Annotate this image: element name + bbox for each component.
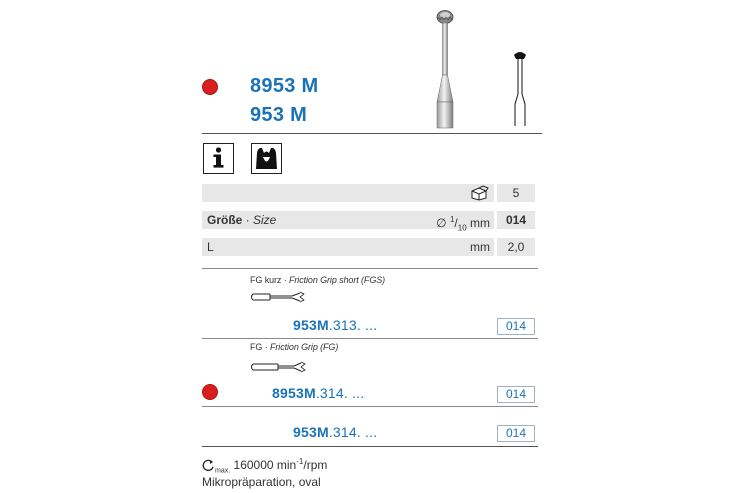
order-code[interactable] xyxy=(293,317,377,333)
size-unit-numerator: 1 xyxy=(449,215,455,224)
order-code-model: 953M xyxy=(293,317,329,333)
shank-type-separator: · xyxy=(281,275,290,285)
order-size-box: 014 xyxy=(497,318,535,335)
pack-row-background xyxy=(202,184,494,202)
order-size-box: 014 xyxy=(497,425,535,442)
max-speed-subscript: max. xyxy=(215,467,231,475)
size-unit-mm: mm xyxy=(466,216,490,230)
shank-fg-drawing xyxy=(250,360,310,374)
size-label-en: Size xyxy=(253,213,277,227)
order-size-box: 014 xyxy=(497,386,535,403)
pack-quantity: 5 xyxy=(497,184,535,202)
max-speed-exponent: -1 xyxy=(296,457,304,466)
diameter-symbol: ∅ xyxy=(436,216,450,230)
cavity-preparation-icon xyxy=(251,143,282,174)
footer-divider xyxy=(202,446,538,447)
variant-divider xyxy=(202,268,538,269)
shank-type-en: Friction Grip short (FGS) xyxy=(289,275,386,285)
order-code-suffix: .314. ... xyxy=(315,385,365,401)
shank-type-en: Friction Grip (FG) xyxy=(270,342,339,352)
order-code-suffix: .314. ... xyxy=(328,424,378,440)
red-color-marker xyxy=(202,79,218,95)
shank-type-de: FG kurz xyxy=(250,275,282,285)
size-value: 014 xyxy=(497,211,535,229)
package-icon xyxy=(469,185,489,201)
shank-fgs-drawing xyxy=(250,290,310,304)
bur-illustration xyxy=(425,4,465,129)
order-code-suffix: .313. ... xyxy=(328,317,378,333)
length-unit: mm xyxy=(470,240,490,254)
variant-divider xyxy=(202,338,538,339)
info-icon xyxy=(203,143,234,174)
shank-type-label xyxy=(250,342,338,352)
shank-type-label xyxy=(250,275,385,285)
bur-outline-drawing xyxy=(505,50,535,130)
size-label-separator: · xyxy=(242,213,254,227)
order-code[interactable] xyxy=(293,424,377,440)
max-speed-value: 160000 min xyxy=(233,458,297,472)
red-color-marker xyxy=(202,384,218,400)
header-divider xyxy=(202,133,542,134)
shank-type-separator: · xyxy=(262,342,271,352)
size-unit: ∅ $^1/_{10}$ mm xyxy=(436,215,490,233)
size-label xyxy=(207,211,276,229)
application-description: Mikropräparation, oval xyxy=(202,475,321,489)
model-number-primary: 8953 M xyxy=(250,75,319,97)
max-speed-unit: /rpm xyxy=(303,458,328,472)
order-code-model: 8953M xyxy=(272,385,316,401)
variant-divider xyxy=(202,406,538,407)
length-value: 2,0 xyxy=(497,238,535,256)
order-code-model: 953M xyxy=(293,424,329,440)
rotation-speed-icon xyxy=(202,459,215,471)
shank-type-de: FG xyxy=(250,342,263,352)
max-speed xyxy=(202,457,327,474)
order-code[interactable] xyxy=(272,385,364,401)
model-number-secondary: 953 M xyxy=(250,104,308,126)
size-label-de: Größe xyxy=(207,213,243,227)
size-unit-denominator: 10 xyxy=(457,223,467,233)
length-label: L xyxy=(207,240,214,254)
